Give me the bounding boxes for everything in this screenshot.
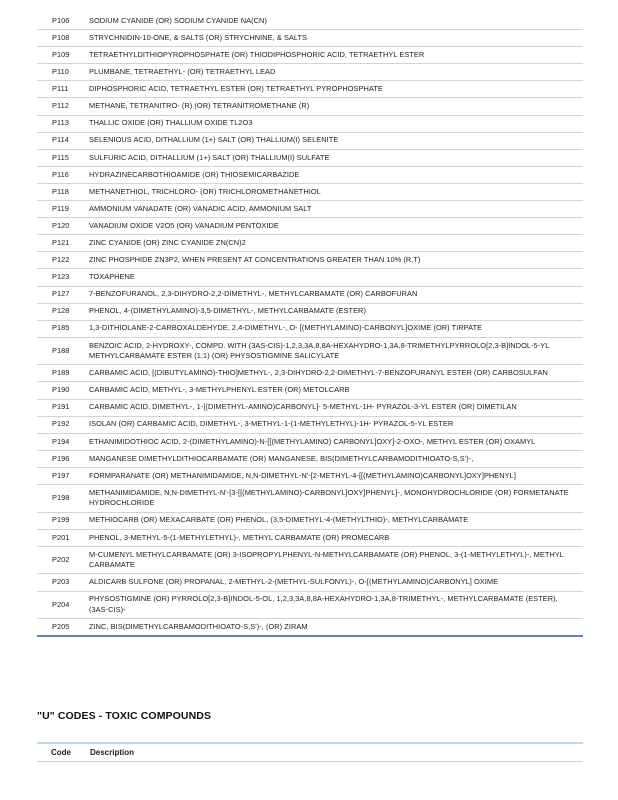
table-row bbox=[37, 303, 583, 320]
waste-description: METHANIMIDAMIDE, N,N-DIMETHYL-N'-[3-[[(METHYLAMINO)-CARBONYL]OXY]PHENYL]-, MONOHYDROCHLORIDE (OR) FORMETANATE HYDROCHLORIDE bbox=[89, 485, 583, 513]
waste-code: P190 bbox=[37, 382, 89, 399]
waste-description: SODIUM CYANIDE (OR) SODIUM CYANIDE NA(CN) bbox=[89, 13, 583, 30]
waste-code: P202 bbox=[37, 546, 89, 574]
waste-code: P189 bbox=[37, 365, 89, 382]
table-row bbox=[37, 218, 583, 235]
waste-code: P109 bbox=[37, 47, 89, 64]
waste-code: P185 bbox=[37, 320, 89, 337]
table-row bbox=[37, 320, 583, 337]
waste-code: P127 bbox=[37, 286, 89, 303]
table-row bbox=[37, 30, 583, 47]
waste-description: PHENOL, 4-(DIMETHYLAMINO)-3,5-DIMETHYL-, METHYLCARBAMATE (ESTER) bbox=[89, 303, 583, 320]
waste-code: P205 bbox=[37, 619, 89, 637]
waste-description: M-CUMENYL METHYLCARBAMATE (OR) 3-ISOPROPYLPHENYL-N-METHYLCARBAMATE (OR) PHENOL, 3-(1-METHYLETHYL)-, METHYL CARBAMATE bbox=[89, 546, 583, 574]
waste-code: P199 bbox=[37, 512, 89, 529]
table-row bbox=[37, 450, 583, 467]
table-row bbox=[37, 98, 583, 115]
table-row bbox=[37, 13, 583, 30]
waste-code: P111 bbox=[37, 81, 89, 98]
waste-description: PHENOL, 3-METHYL-5-(1-METHYLETHYL)-, METHYL CARBAMATE (OR) PROMECARB bbox=[89, 529, 583, 546]
waste-description: STRYCHNIDIN-10-ONE, & SALTS (OR) STRYCHNINE, & SALTS bbox=[89, 30, 583, 47]
table-row bbox=[37, 399, 583, 416]
table-row bbox=[37, 382, 583, 399]
waste-code: P115 bbox=[37, 149, 89, 166]
waste-description: ZINC PHOSPHIDE ZN3P2, WHEN PRESENT AT CONCENTRATIONS GREATER THAN 10% (R,T) bbox=[89, 252, 583, 269]
waste-description: VANADIUM OXIDE V2O5 (OR) VANADIUM PENTOXIDE bbox=[89, 218, 583, 235]
waste-code: P197 bbox=[37, 467, 89, 484]
table-row bbox=[37, 183, 583, 200]
table-row bbox=[37, 485, 583, 513]
waste-description: SULFURIC ACID, DITHALLIUM (1+) SALT (OR) THALLIUM(I) SULFATE bbox=[89, 149, 583, 166]
code-column-header: Code bbox=[51, 748, 71, 757]
waste-code: P204 bbox=[37, 591, 89, 619]
waste-code: P119 bbox=[37, 201, 89, 218]
waste-description: TOXAPHENE bbox=[89, 269, 583, 286]
waste-description: MANGANESE DIMETHYLDITHIOCARBAMATE (OR) MANGANESE, BIS(DIMETHYLCARBAMODITHIOATO-S,S')-, bbox=[89, 450, 583, 467]
waste-description: DIPHOSPHORIC ACID, TETRAETHYL ESTER (OR) TETRAETHYL PYROPHOSPHATE bbox=[89, 81, 583, 98]
table-row bbox=[37, 286, 583, 303]
table-row bbox=[37, 512, 583, 529]
table-row bbox=[37, 252, 583, 269]
waste-description: METHANETHIOL, TRICHLORO- (OR) TRICHLOROMETHANETHIOL bbox=[89, 183, 583, 200]
waste-description: METHANE, TETRANITRO- (R) (OR) TETRANITROMETHANE (R) bbox=[89, 98, 583, 115]
u-codes-table bbox=[37, 742, 583, 762]
table-row bbox=[37, 201, 583, 218]
waste-code: P116 bbox=[37, 166, 89, 183]
waste-description: AMMONIUM VANADATE (OR) VANADIC ACID, AMMONIUM SALT bbox=[89, 201, 583, 218]
waste-code: P110 bbox=[37, 64, 89, 81]
waste-description: 7-BENZOFURANOL, 2,3-DIHYDRO-2,2-DIMETHYL-, METHYLCARBAMATE (OR) CARBOFURAN bbox=[89, 286, 583, 303]
waste-description: ALDICARB SULFONE (OR) PROPANAL, 2-METHYL-2-(METHYL-SULFONYL)-, O-[(METHYLAMINO)CARBONYL] OXIME bbox=[89, 574, 583, 591]
waste-description: SELENIOUS ACID, DITHALLIUM (1+) SALT (OR) THALLIUM(I) SELENITE bbox=[89, 132, 583, 149]
waste-code: P123 bbox=[37, 269, 89, 286]
waste-code: P106 bbox=[37, 13, 89, 30]
waste-description: CARBAMIC ACID, [(DIBUTYLAMINO)-THIO]METHYL-, 2,3-DIHYDRO-2,2-DIMETHYL-7-BENZOFURANYL ESTER (OR) CARBOSULFAN bbox=[89, 365, 583, 382]
waste-code: P191 bbox=[37, 399, 89, 416]
waste-code: P120 bbox=[37, 218, 89, 235]
waste-description: ETHANIMIDOTHIOC ACID, 2-(DIMETHYLAMINO)-N-[[(METHYLAMINO) CARBONYL]OXY]-2-OXO-, METHYL ESTER (OR) OXAMYL bbox=[89, 433, 583, 450]
waste-code: P188 bbox=[37, 337, 89, 365]
table-row bbox=[37, 47, 583, 64]
p-codes-table bbox=[37, 13, 583, 637]
waste-code: P201 bbox=[37, 529, 89, 546]
u-codes-heading: "U" CODES - TOXIC COMPOUNDS bbox=[37, 710, 212, 722]
waste-description: PLUMBANE, TETRAETHYL- (OR) TETRAETHYL LEAD bbox=[89, 64, 583, 81]
waste-description: CARBAMIC ACID, DIMETHYL-, 1-[(DIMETHYL-AMINO)CARBONYL]- 5-METHYL-1H- PYRAZOL-3-YL ESTER (OR) DIMETILAN bbox=[89, 399, 583, 416]
table-row bbox=[37, 433, 583, 450]
waste-description: FORMPARANATE (OR) METHANIMIDAMIDE, N,N-DIMETHYL-N'-[2-METHYL-4-[[(METHYLAMINO)CARBONYL]OXY]PHENYL] bbox=[89, 467, 583, 484]
waste-code: P203 bbox=[37, 574, 89, 591]
table-row bbox=[37, 115, 583, 132]
table-row bbox=[37, 149, 583, 166]
waste-code: P192 bbox=[37, 416, 89, 433]
waste-description: THALLIC OXIDE (OR) THALLIUM OXIDE TL2O3 bbox=[89, 115, 583, 132]
waste-description: ZINC CYANIDE (OR) ZINC CYANIDE ZN(CN)2 bbox=[89, 235, 583, 252]
table-row bbox=[37, 365, 583, 382]
table-row bbox=[37, 619, 583, 637]
waste-description: METHIOCARB (OR) MEXACARBATE (OR) PHENOL, (3,5-DIMETHYL-4-(METHYLTHIO)-, METHYLCARBAMATE bbox=[89, 512, 583, 529]
table-row bbox=[37, 337, 583, 365]
waste-code: P118 bbox=[37, 183, 89, 200]
waste-description: 1,3-DITHIOLANE-2-CARBOXALDEHYDE, 2,4-DIMETHYL-, O- [(METHYLAMINO)-CARBONYL]OXIME (OR) TIRPATE bbox=[89, 320, 583, 337]
waste-code: P113 bbox=[37, 115, 89, 132]
table-row bbox=[37, 81, 583, 98]
table-row bbox=[37, 64, 583, 81]
waste-code: P122 bbox=[37, 252, 89, 269]
table-row bbox=[37, 546, 583, 574]
table-row bbox=[37, 269, 583, 286]
waste-description: PHYSOSTIGMINE (OR) PYRROLO[2,3-B]INDOL-5-OL, 1,2,3,3A,8,8A-HEXAHYDRO-1,3A,8-TRIMETHYL-, METHYLCARBAMATE (ESTER), (3AS-CIS)- bbox=[89, 591, 583, 619]
waste-code: P114 bbox=[37, 132, 89, 149]
table-row bbox=[37, 235, 583, 252]
waste-code: P196 bbox=[37, 450, 89, 467]
waste-description: CARBAMIC ACID, METHYL-, 3-METHYLPHENYL ESTER (OR) METOLCARB bbox=[89, 382, 583, 399]
table-row bbox=[37, 591, 583, 619]
waste-code: P198 bbox=[37, 485, 89, 513]
waste-description: TETRAETHYLDITHIOPYROPHOSPHATE (OR) THIODIPHOSPHORIC ACID, TETRAETHYL ESTER bbox=[89, 47, 583, 64]
p-codes-table-body bbox=[37, 13, 583, 636]
table-row bbox=[37, 529, 583, 546]
waste-description: ISOLAN (OR) CARBAMIC ACID, DIMETHYL-, 3-METHYL-1-(1-METHYLETHYL)-1H- PYRAZOL-5-YL ESTER bbox=[89, 416, 583, 433]
waste-description: BENZOIC ACID, 2-HYDROXY-, COMPD. WITH (3AS-CIS)-1,2,3,3A,8,8A-HEXAHYDRO-1,3A,8-TRIMETHYLPYRROLO[2,3-B]INDOL-5-YL METHYLCARBAMATE ESTER (1:1) (OR) PHYSOSTIGMINE SALICYLATE bbox=[89, 337, 583, 365]
table-row bbox=[37, 416, 583, 433]
table-row bbox=[37, 132, 583, 149]
u-codes-table-header bbox=[37, 742, 583, 762]
waste-code: P194 bbox=[37, 433, 89, 450]
waste-code: P128 bbox=[37, 303, 89, 320]
waste-code: P112 bbox=[37, 98, 89, 115]
table-row bbox=[37, 467, 583, 484]
waste-description: ZINC, BIS(DIMETHYLCARBAMODITHIOATO-S,S')-, (OR) ZIRAM bbox=[89, 619, 583, 637]
table-row bbox=[37, 166, 583, 183]
waste-description: HYDRAZINECARBOTHIOAMIDE (OR) THIOSEMICARBAZIDE bbox=[89, 166, 583, 183]
waste-code: P121 bbox=[37, 235, 89, 252]
table-row bbox=[37, 574, 583, 591]
description-column-header: Description bbox=[90, 748, 135, 757]
waste-code: P108 bbox=[37, 30, 89, 47]
